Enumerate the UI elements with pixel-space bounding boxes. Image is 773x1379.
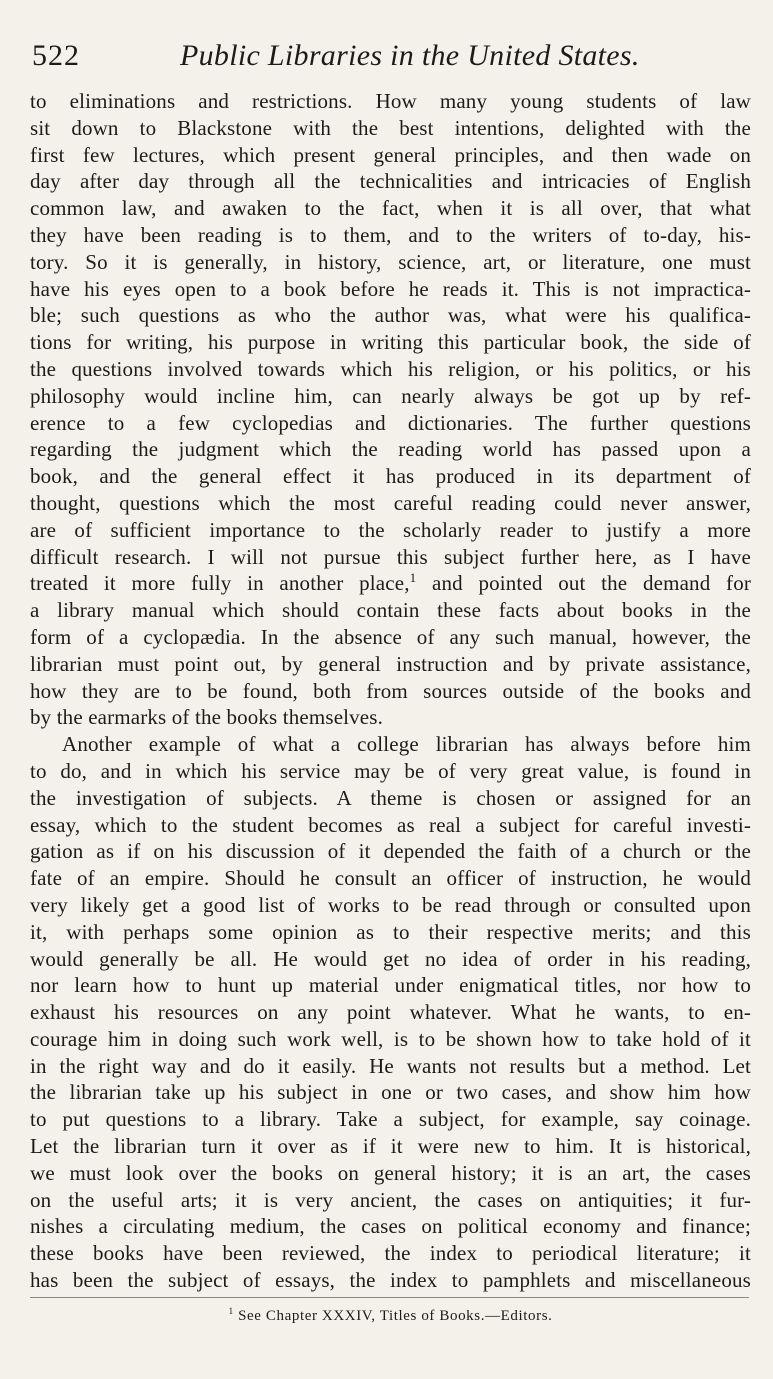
text-line: tions for writing, his purpose in writing this particular book, the side of — [30, 330, 751, 355]
text-line: the librarian take up his subject in one or two cases, and show him how — [30, 1080, 751, 1105]
text-segment: treated it more fully in another place, — [30, 571, 410, 596]
text-line: these books have been reviewed, the index to periodical literature; it — [30, 1241, 751, 1266]
text-line: has been the subject of essays, the index to pamphlets and miscellaneous — [30, 1268, 751, 1293]
page-header — [30, 36, 751, 76]
text-line: nishes a circulating medium, the cases on political economy and finance; — [30, 1214, 751, 1239]
footnote — [30, 1306, 751, 1326]
footnote-reference: 1 — [409, 570, 417, 586]
text-line: in the right way and do it easily. He wants not results but a method. Let — [30, 1053, 751, 1078]
body-text — [30, 88, 751, 1294]
text-line: tory. So it is generally, in history, science, art, or literature, one must — [30, 249, 751, 274]
text-line: the questions involved towards which his religion, or his politics, or his — [30, 356, 751, 381]
text-line — [30, 570, 751, 597]
text-line: erence to a few cyclopedias and dictionaries. The further questions — [30, 410, 751, 435]
text-line: the investigation of subjects. A theme is chosen or assigned for an — [30, 785, 751, 810]
text-line: regarding the judgment which the reading world has passed upon a — [30, 437, 751, 462]
text-line: gation as if on his discussion of it depended the faith of a church or the — [30, 839, 751, 864]
text-line: sit down to Blackstone with the best intentions, delighted with the — [30, 115, 751, 140]
text-line: a library manual which should contain these facts about books in the — [30, 598, 751, 623]
text-line: first few lectures, which present general principles, and then wade on — [30, 142, 751, 167]
text-line: book, and the general effect it has produced in its department of — [30, 464, 751, 489]
page-number: 522 — [32, 39, 80, 72]
text-line: form of a cyclopædia. In the absence of any such manual, however, the — [30, 624, 751, 649]
text-line: thought, questions which the most careful reading could never answer, — [30, 490, 751, 515]
text-line: are of sufficient importance to the scholarly reader to justify a more — [30, 517, 751, 542]
running-title: Public Libraries in the United States. — [180, 39, 640, 72]
text-line: it, with perhaps some opinion as to their respective merits; and this — [30, 919, 751, 944]
text-line: fate of an empire. Should he consult an officer of instruction, he would — [30, 866, 751, 891]
text-line: ble; such questions as who the author was, what were his qualifica- — [30, 303, 751, 328]
text-line: exhaust his resources on any point whatever. What he wants, to en- — [30, 1000, 751, 1025]
text-line: to do, and in which his service may be of very great value, is found in — [30, 758, 751, 783]
text-line: common law, and awaken to the fact, when it is all over, that what — [30, 196, 751, 221]
text-line: Another example of what a college librarian has always before him — [62, 732, 751, 757]
text-line: nor learn how to hunt up material under enigmatical titles, nor how to — [30, 973, 751, 998]
text-segment: and pointed out the demand for — [416, 571, 751, 596]
text-line: by the earmarks of the books themselves. — [30, 705, 383, 730]
text-line: would generally be all. He would get no idea of order in his reading, — [30, 946, 751, 971]
text-line: to put questions to a library. Take a subject, for example, say coinage. — [30, 1107, 751, 1132]
text-line: essay, which to the student becomes as real a subject for careful investi- — [30, 812, 751, 837]
text-line: very likely get a good list of works to be read through or consulted upon — [30, 892, 751, 917]
text-line: have his eyes open to a book before he reads it. This is not impractica- — [30, 276, 751, 301]
text-line: courage him in doing such work well, is to be shown how to take hold of it — [30, 1026, 751, 1051]
text-line: day after day through all the technicalities and intricacies of English — [30, 169, 751, 194]
text-line: philosophy would incline him, can nearly always be got up by ref- — [30, 383, 751, 408]
text-line: on the useful arts; it is very ancient, the cases on antiquities; it fur- — [30, 1187, 751, 1212]
text-line: how they are to be found, both from sources outside of the books and — [30, 678, 751, 703]
text-line: to eliminations and restrictions. How many young students of law — [30, 89, 751, 113]
text-line: Let the librarian turn it over as if it were new to him. It is historical, — [30, 1134, 751, 1159]
text-line: difficult research. I will not pursue this subject further here, as I have — [30, 544, 751, 569]
text-line: we must look over the books on general history; it is an art, the cases — [30, 1160, 751, 1185]
text-line: they have been reading is to them, and to the writers of to-day, his- — [30, 222, 751, 247]
footnote-marker: 1 — [228, 1306, 234, 1317]
text-line: librarian must point out, by general instruction and by private assistance, — [30, 651, 751, 676]
footnote-text: See Chapter XXXIV, Titles of Books.—Editors. — [233, 1307, 553, 1324]
footnote-divider — [30, 1297, 749, 1298]
